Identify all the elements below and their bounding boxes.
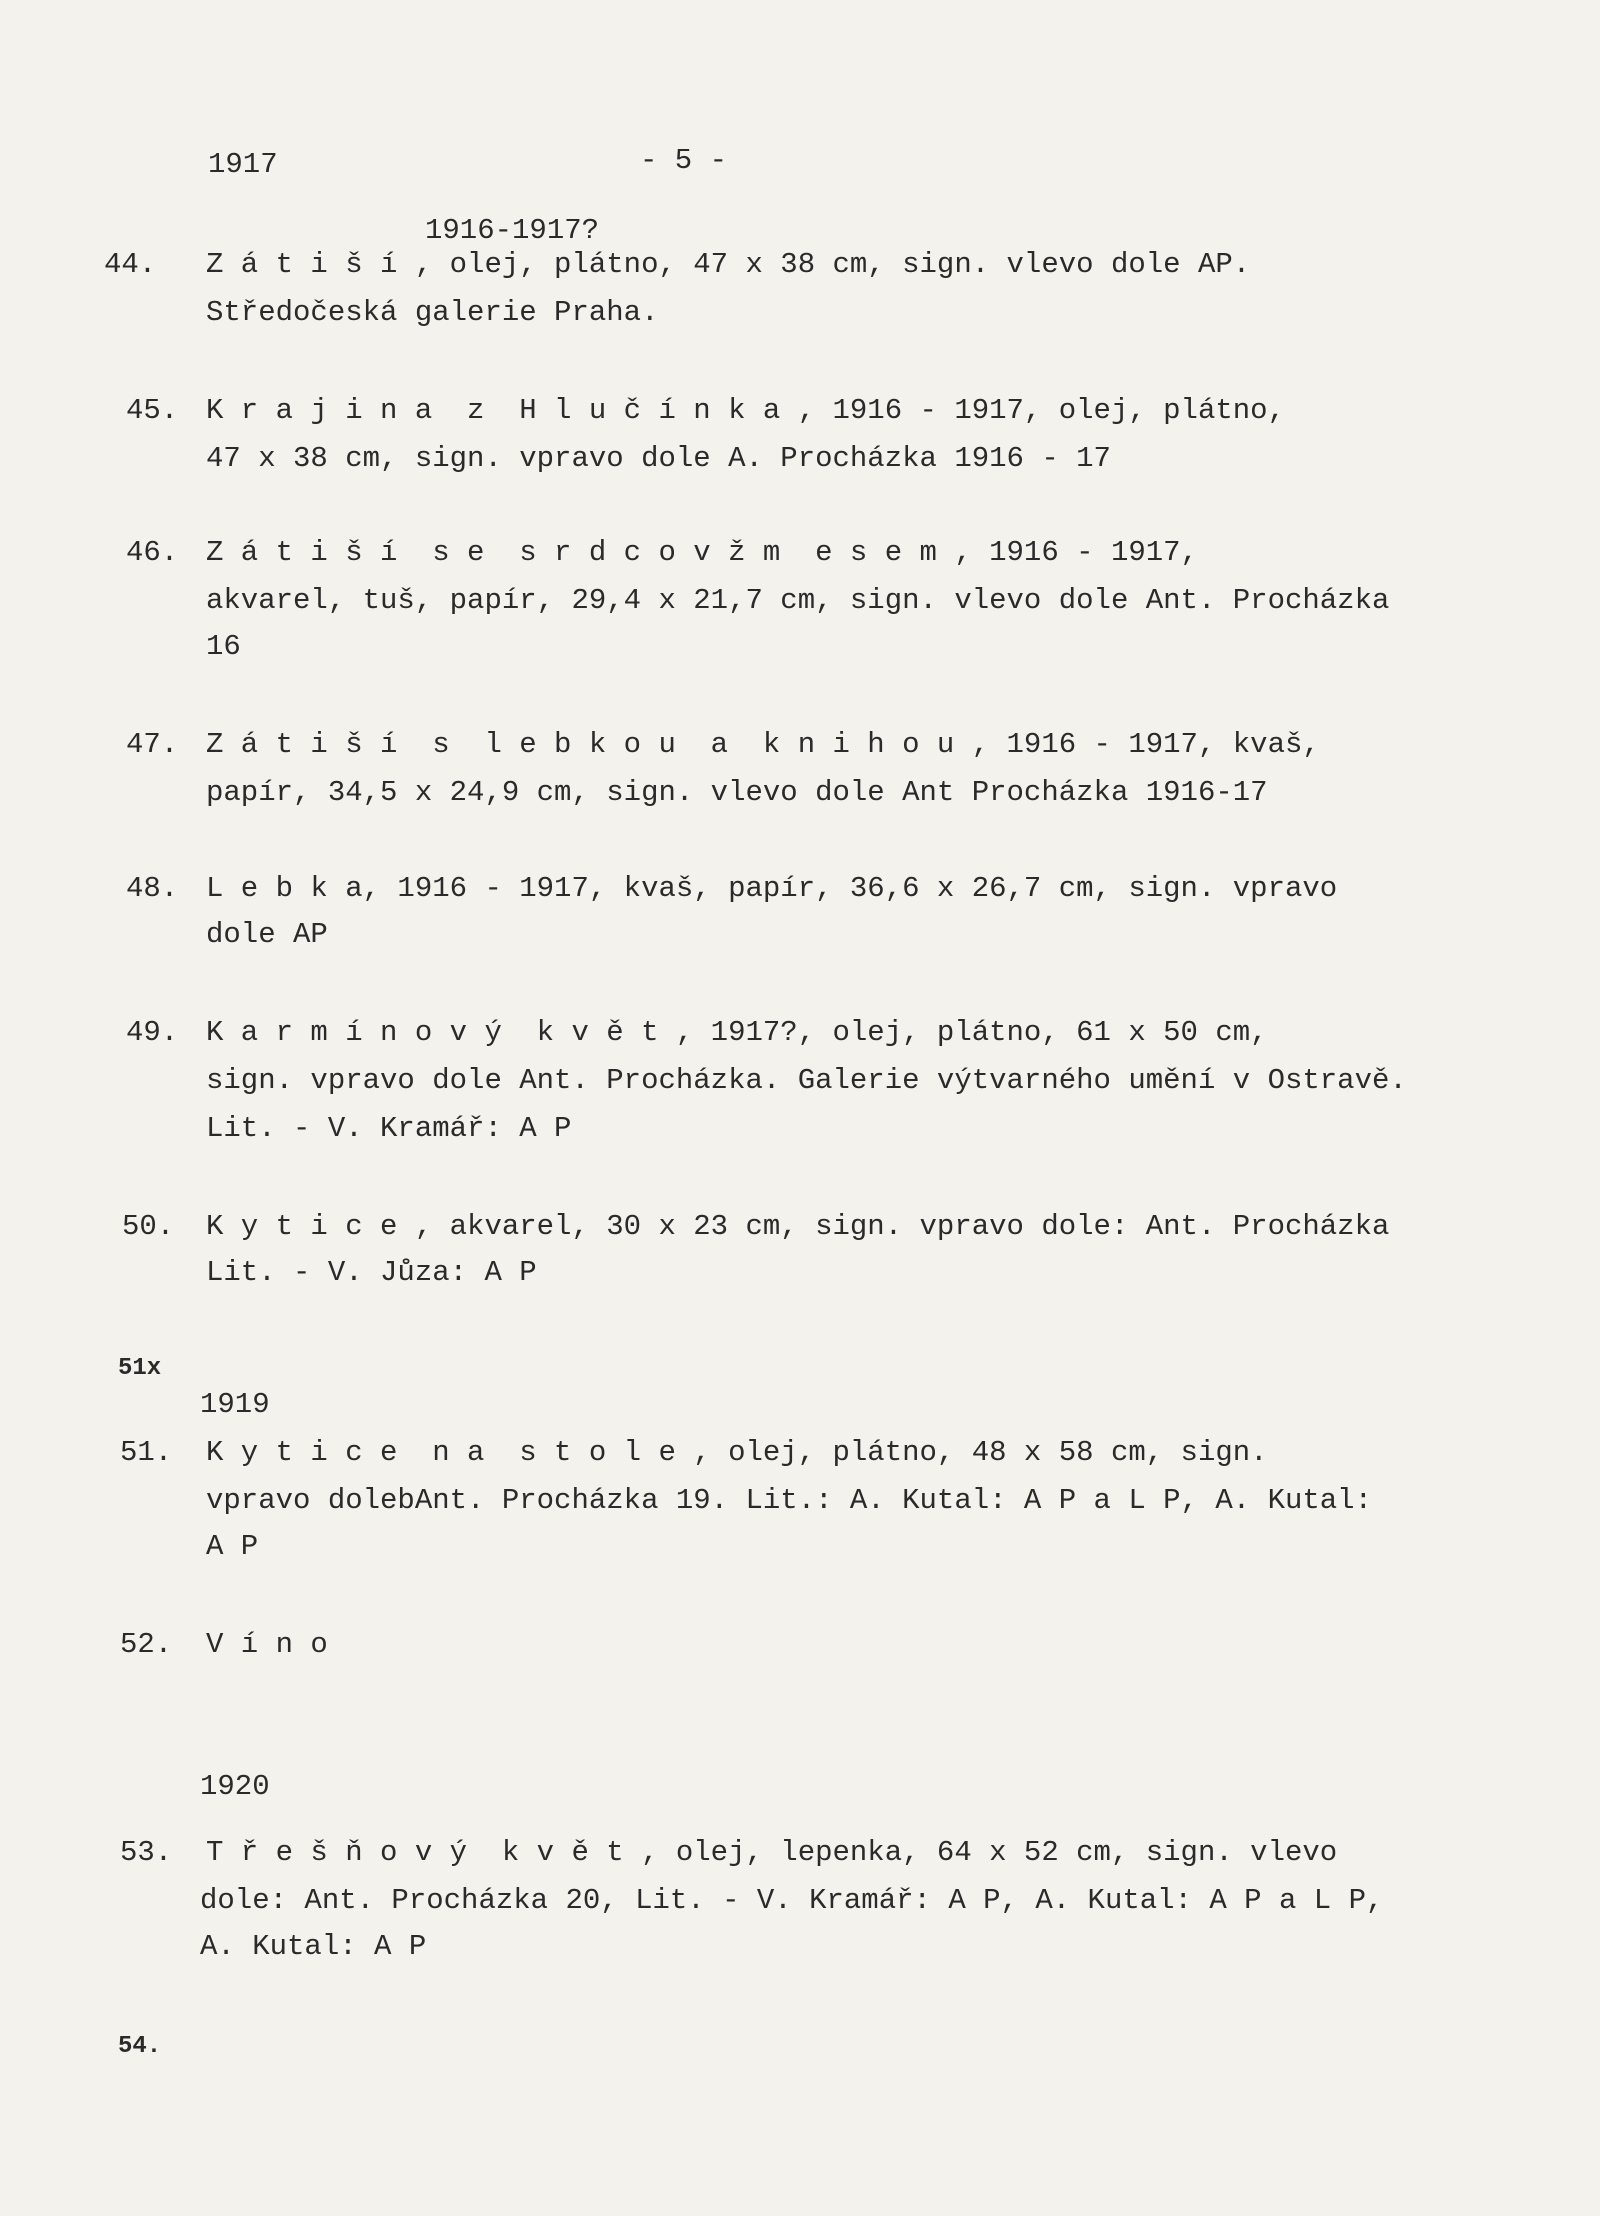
entry-47-line-2: papír, 34,5 x 24,9 cm, sign. vlevo dole Ant Procházka 1916-17 (206, 776, 1268, 809)
strikeout-54: 54. (118, 2033, 162, 2060)
page-number: - 5 - (640, 144, 728, 177)
strikeout-51: 51x (118, 1355, 162, 1382)
entry-50-line-1: K y t i c e , akvarel, 30 x 23 cm, sign. vpravo dole: Ant. Procházka (206, 1210, 1390, 1243)
entry-47-number: 47. (126, 728, 179, 761)
entry-49-line-1: K a r m í n o v ý k v ě t , 1917?, olej, plátno, 61 x 50 cm, (206, 1016, 1268, 1049)
entry-48-line-1: L e b k a, 1916 - 1917, kvaš, papír, 36,6 x 26,7 cm, sign. vpravo (206, 872, 1338, 905)
entry-47-line-1: Z á t i š í s l e b k o u a k n i h o u , 1916 - 1917, kvaš, (206, 728, 1320, 761)
entry-45-number: 45. (126, 394, 179, 427)
entry-44-year-note: 1916-1917? (425, 214, 600, 247)
entry-44-line-1: Z á t i š í , olej, plátno, 47 x 38 cm, sign. vlevo dole AP. (206, 248, 1251, 281)
entry-53-line-2: dole: Ant. Procházka 20, Lit. - V. Kramář: A P, A. Kutal: A P a L P, (200, 1884, 1384, 1917)
entry-46-line-2: akvarel, tuš, papír, 29,4 x 21,7 cm, sign. vlevo dole Ant. Procházka (206, 584, 1390, 617)
entry-49-line-2: sign. vpravo dole Ant. Procházka. Galerie výtvarného umění v Ostravě. (206, 1064, 1407, 1097)
entry-50-number: 50. (122, 1210, 175, 1243)
entry-49-number: 49. (126, 1016, 179, 1049)
year-1919: 1919 (200, 1388, 270, 1421)
entry-53-line-1: T ř e š ň o v ý k v ě t , olej, lepenka, 64 x 52 cm, sign. vlevo (206, 1836, 1338, 1869)
entry-48-number: 48. (126, 872, 179, 905)
entry-50-line-2: Lit. - V. Jůza: A P (206, 1256, 537, 1289)
entry-51-line-2: vpravo dolebAnt. Procházka 19. Lit.: A. Kutal: A P a L P, A. Kutal: (206, 1484, 1372, 1517)
entry-46-number: 46. (126, 536, 179, 569)
entry-52-line-1: V í n o (206, 1628, 328, 1661)
entry-51-line-1: K y t i c e n a s t o l e , olej, plátno, 48 x 58 cm, sign. (206, 1436, 1268, 1469)
entry-51-line-3: A P (206, 1530, 259, 1563)
entry-45-line-1: K r a j i n a z H l u č í n k a , 1916 - 1917, olej, plátno, (206, 394, 1285, 427)
entry-46-line-3: 16 (206, 630, 241, 663)
entry-48-line-2: dole AP (206, 918, 328, 951)
entry-46-line-1: Z á t i š í s e s r d c o v ž m e s e m , 1916 - 1917, (206, 536, 1198, 569)
entry-51-number: 51. (120, 1436, 173, 1469)
year-1920: 1920 (200, 1770, 270, 1803)
entry-45-line-2: 47 x 38 cm, sign. vpravo dole A. Procházka 1916 - 17 (206, 442, 1111, 475)
entry-49-line-3: Lit. - V. Kramář: A P (206, 1112, 572, 1145)
entry-44-number: 44. (104, 248, 157, 281)
entry-53-line-3: A. Kutal: A P (200, 1930, 427, 1963)
header-year: 1917 (208, 148, 278, 181)
entry-52-number: 52. (120, 1628, 173, 1661)
entry-44-line-2: Středočeská galerie Praha. (206, 296, 659, 329)
entry-53-number: 53. (120, 1836, 173, 1869)
